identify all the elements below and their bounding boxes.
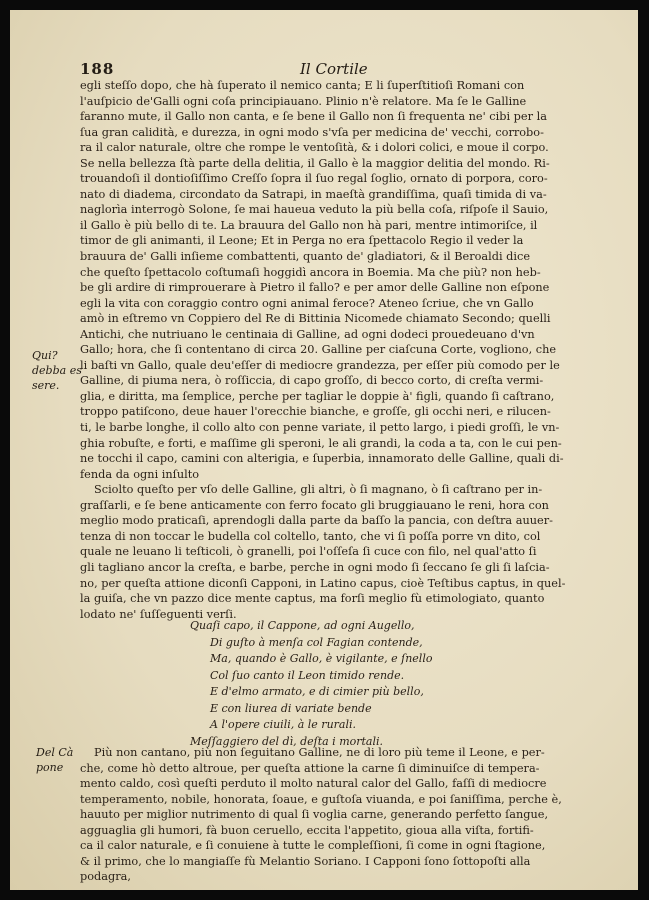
text-line: ghia robuſte, e forti, e maſſime gli speroni, le ali grandi, la coda a ta, con le cui pen- [80, 436, 562, 450]
verse-line: Ma, quando è Gallo, è vigilante, e ſnello [210, 652, 433, 665]
text-line: Se nella bellezza ſtà parte della delitia, il Gallo è la maggior delitia del mondo. Ri- [80, 156, 550, 170]
text-line: Antichi, che nutriuano le centinaia di Galline, ad ogni dodeci prouedeuano d'vn [80, 327, 535, 341]
text-line: ne tocchi il capo, camini con alterigia, e ſuperbia, innamorato delle Galline, quali di- [80, 452, 564, 466]
margin-note-qui-debba [32, 348, 82, 393]
text-line: lodato ne' ſuſſeguenti verſi. [80, 607, 237, 621]
book-page [10, 10, 638, 890]
text-line: egli steſſo dopo, che hà ſuperato il nemico canta; E li ſuperſtitioſi Romani con [80, 79, 525, 92]
text-line: agguaglia gli humori, fà buon ceruello, eccita l'appetito, gioua alla viſta, fortifi- [80, 823, 534, 837]
margin-note-line: pone [36, 761, 64, 774]
text-line: ra il calor naturale, oltre che rompe le ventoſità, & i dolori colici, e moue il corpo. [80, 141, 549, 155]
verse-line: Quaſi capo, il Cappone, ad ogni Augello, [190, 619, 415, 632]
text-line: amò in eſtremo vn Coppiero del Re di Bittinia Nicomede chiamato Secondo; quelli [80, 312, 551, 326]
text-line: fenda da ogni inſulto [80, 467, 200, 481]
text-line: Più non cantano, più non ſeguitano Galline, ne di loro più teme il Leone, e per- [94, 746, 545, 759]
margin-note-line: sere. [32, 379, 60, 392]
paragraph-gallo [80, 78, 620, 482]
text-line: mento caldo, così queſti perduto il molto natural calor del Gallo, faſſi di mediocre [80, 777, 547, 791]
text-line: Galline, di piuma nera, ò roſſiccia, di capo groſſo, di becco corto, di creſta vermi- [80, 374, 544, 388]
verse-line: E d'elmo armato, e di cimier più bello, [210, 685, 424, 698]
text-line: che, come hò detto altroue, per queſta attione la carne ſi diminuiſce di tempera- [80, 761, 540, 775]
text-line: timor de gli animanti, il Leone; Et in Perga no era ſpettacolo Regio il veder la [80, 234, 524, 248]
text-line: ſua gran calidità, e durezza, in ogni modo s'vſa per medicina de' vecchi, corrobo- [80, 125, 544, 139]
text-line: temperamento, nobile, honorata, ſoaue, e guſtoſa viuanda, e poi ſaniſſima, perche è, [80, 792, 562, 806]
page-number: 188 [80, 60, 115, 78]
text-line: naglorìa interrogò Solone, ſe mai haueua veduto la più bella coſa, riſpoſe il Sauio, [80, 203, 549, 217]
verse-block [190, 618, 440, 750]
verse-line: A l'opere ciuili, à le rurali. [210, 718, 357, 731]
page-header [80, 60, 600, 80]
text-line: il Gallo è più bello di te. La brauura del Gallo non hà pari, mentre intimoriſce, il [80, 218, 538, 232]
margin-note-del-capone [36, 745, 78, 775]
text-line: che queſto ſpettacolo coſtumaſi hoggidì ancora in Boemia. Ma che più? non heb- [80, 265, 541, 279]
text-line: & il primo, che lo mangiaſſe fù Melantio Soriano. I Capponi ſono ſottopoſti alla [80, 854, 531, 868]
verse-line: Di guſto à menſa col Fagian contende, [210, 635, 423, 649]
text-line: egli la vita con coraggio contro ogni animal feroce? Ateneo ſcriue, che vn Gallo [80, 296, 534, 310]
paragraph-castrazione [80, 482, 620, 622]
body-text [80, 78, 620, 622]
verse-line: E con liurea di variate bende [210, 701, 372, 715]
running-head: Il Cortile [300, 60, 368, 78]
text-line: graſſarli, e ſe bene anticamente con ferro focato gli bruggiauano le reni, hora con [80, 498, 549, 512]
text-line: ca il calor naturale, e ſi conuiene à tutte le compleſſioni, ſi come in ogni ſtagione, [80, 839, 546, 853]
text-line: nato di diadema, circondato da Satrapi, in maeſtà grandiſſima, quaſi timida di va- [80, 187, 547, 201]
paragraph-cappone [80, 745, 620, 885]
verse-line: Meſſaggiero del dì, deſta i mortali. [190, 734, 384, 748]
margin-note-line: debba es [32, 364, 82, 377]
text-line: quale ne leuano li teſticoli, ò granelli, poi l'oſſeſa ſi cuce con filo, nel qual'atto ſi [80, 545, 537, 559]
text-line: la guiſa, che vn pazzo dice mente captus, ma forſi meglio fù etimologiato, quanto [80, 592, 545, 606]
text-line: faranno mute, il Gallo non canta, e ſe bene il Gallo non ſi frequenta ne' cibi per la [80, 110, 547, 124]
text-line: tenza di non toccar le budella col coltello, tanto, che vi ſi poſſa porre vn dito, col [80, 529, 541, 543]
margin-note-line: Qui? [32, 349, 58, 362]
text-line: li baſti vn Gallo, quale deu'eſſer di mediocre grandezza, per eſſer più comodo per le [80, 358, 560, 372]
text-line: trouandoſi il dontioſiſſimo Creſſo ſopra il ſuo regal ſoglio, ornato di porpora, coro- [80, 172, 548, 186]
text-line: glia, e diritta, ma ſemplice, perche per tagliar le doppie à' figli, quando ſi caſtrano, [80, 389, 555, 403]
text-line: gli tagliano ancor la creſta, e barbe, perche in ogni modo ſi ſeccano ſe gli ſi laſcia- [80, 560, 550, 574]
text-line: l'auſpicio de'Galli ogni coſa principiauano. Plinio n'è relatore. Ma ſe le Galline [80, 94, 527, 108]
text-line: podagra, [80, 870, 131, 884]
verse-line: Col ſuo canto il Leon timido rende. [210, 668, 405, 682]
text-line: Gallo; hora, che ſi contentano di circa 20. Galline per ciaſcuna Corte, vogliono, che [80, 343, 557, 357]
text-line: brauura de' Galli inſieme combattenti, quanto de' gladiatori, & il Beroaldi dice [80, 250, 531, 264]
text-line: be gli ardire di rimprouerare à Pietro il fallo? e per amor delle Galline non eſpone [80, 281, 550, 295]
text-line: no, per queſta attione diconſi Capponi, in Latino capus, cioè Teſtibus captus, in quel- [80, 576, 566, 590]
margin-note-line: Del Cà [36, 746, 74, 759]
text-line: Sciolto queſto per vſo delle Galline, gli altri, ò ſi magnano, ò ſi caſtrano per in- [94, 483, 543, 497]
text-line: meglio modo praticaſi, aprendogli dalla parte da baſſo la pancia, con deſtra auuer- [80, 514, 553, 528]
text-line: troppo patiſcono, deue hauer l'orecchie bianche, e groſſe, gli occhi neri, e rilucen- [80, 405, 551, 419]
text-line: ti, le barbe longhe, il collo alto con penne variate, il petto largo, i piedi groſſi, le vn- [80, 421, 560, 435]
text-line: hauuto per miglior nutrimento di qual ſi voglia carne, generando perfetto ſangue, [80, 808, 549, 822]
